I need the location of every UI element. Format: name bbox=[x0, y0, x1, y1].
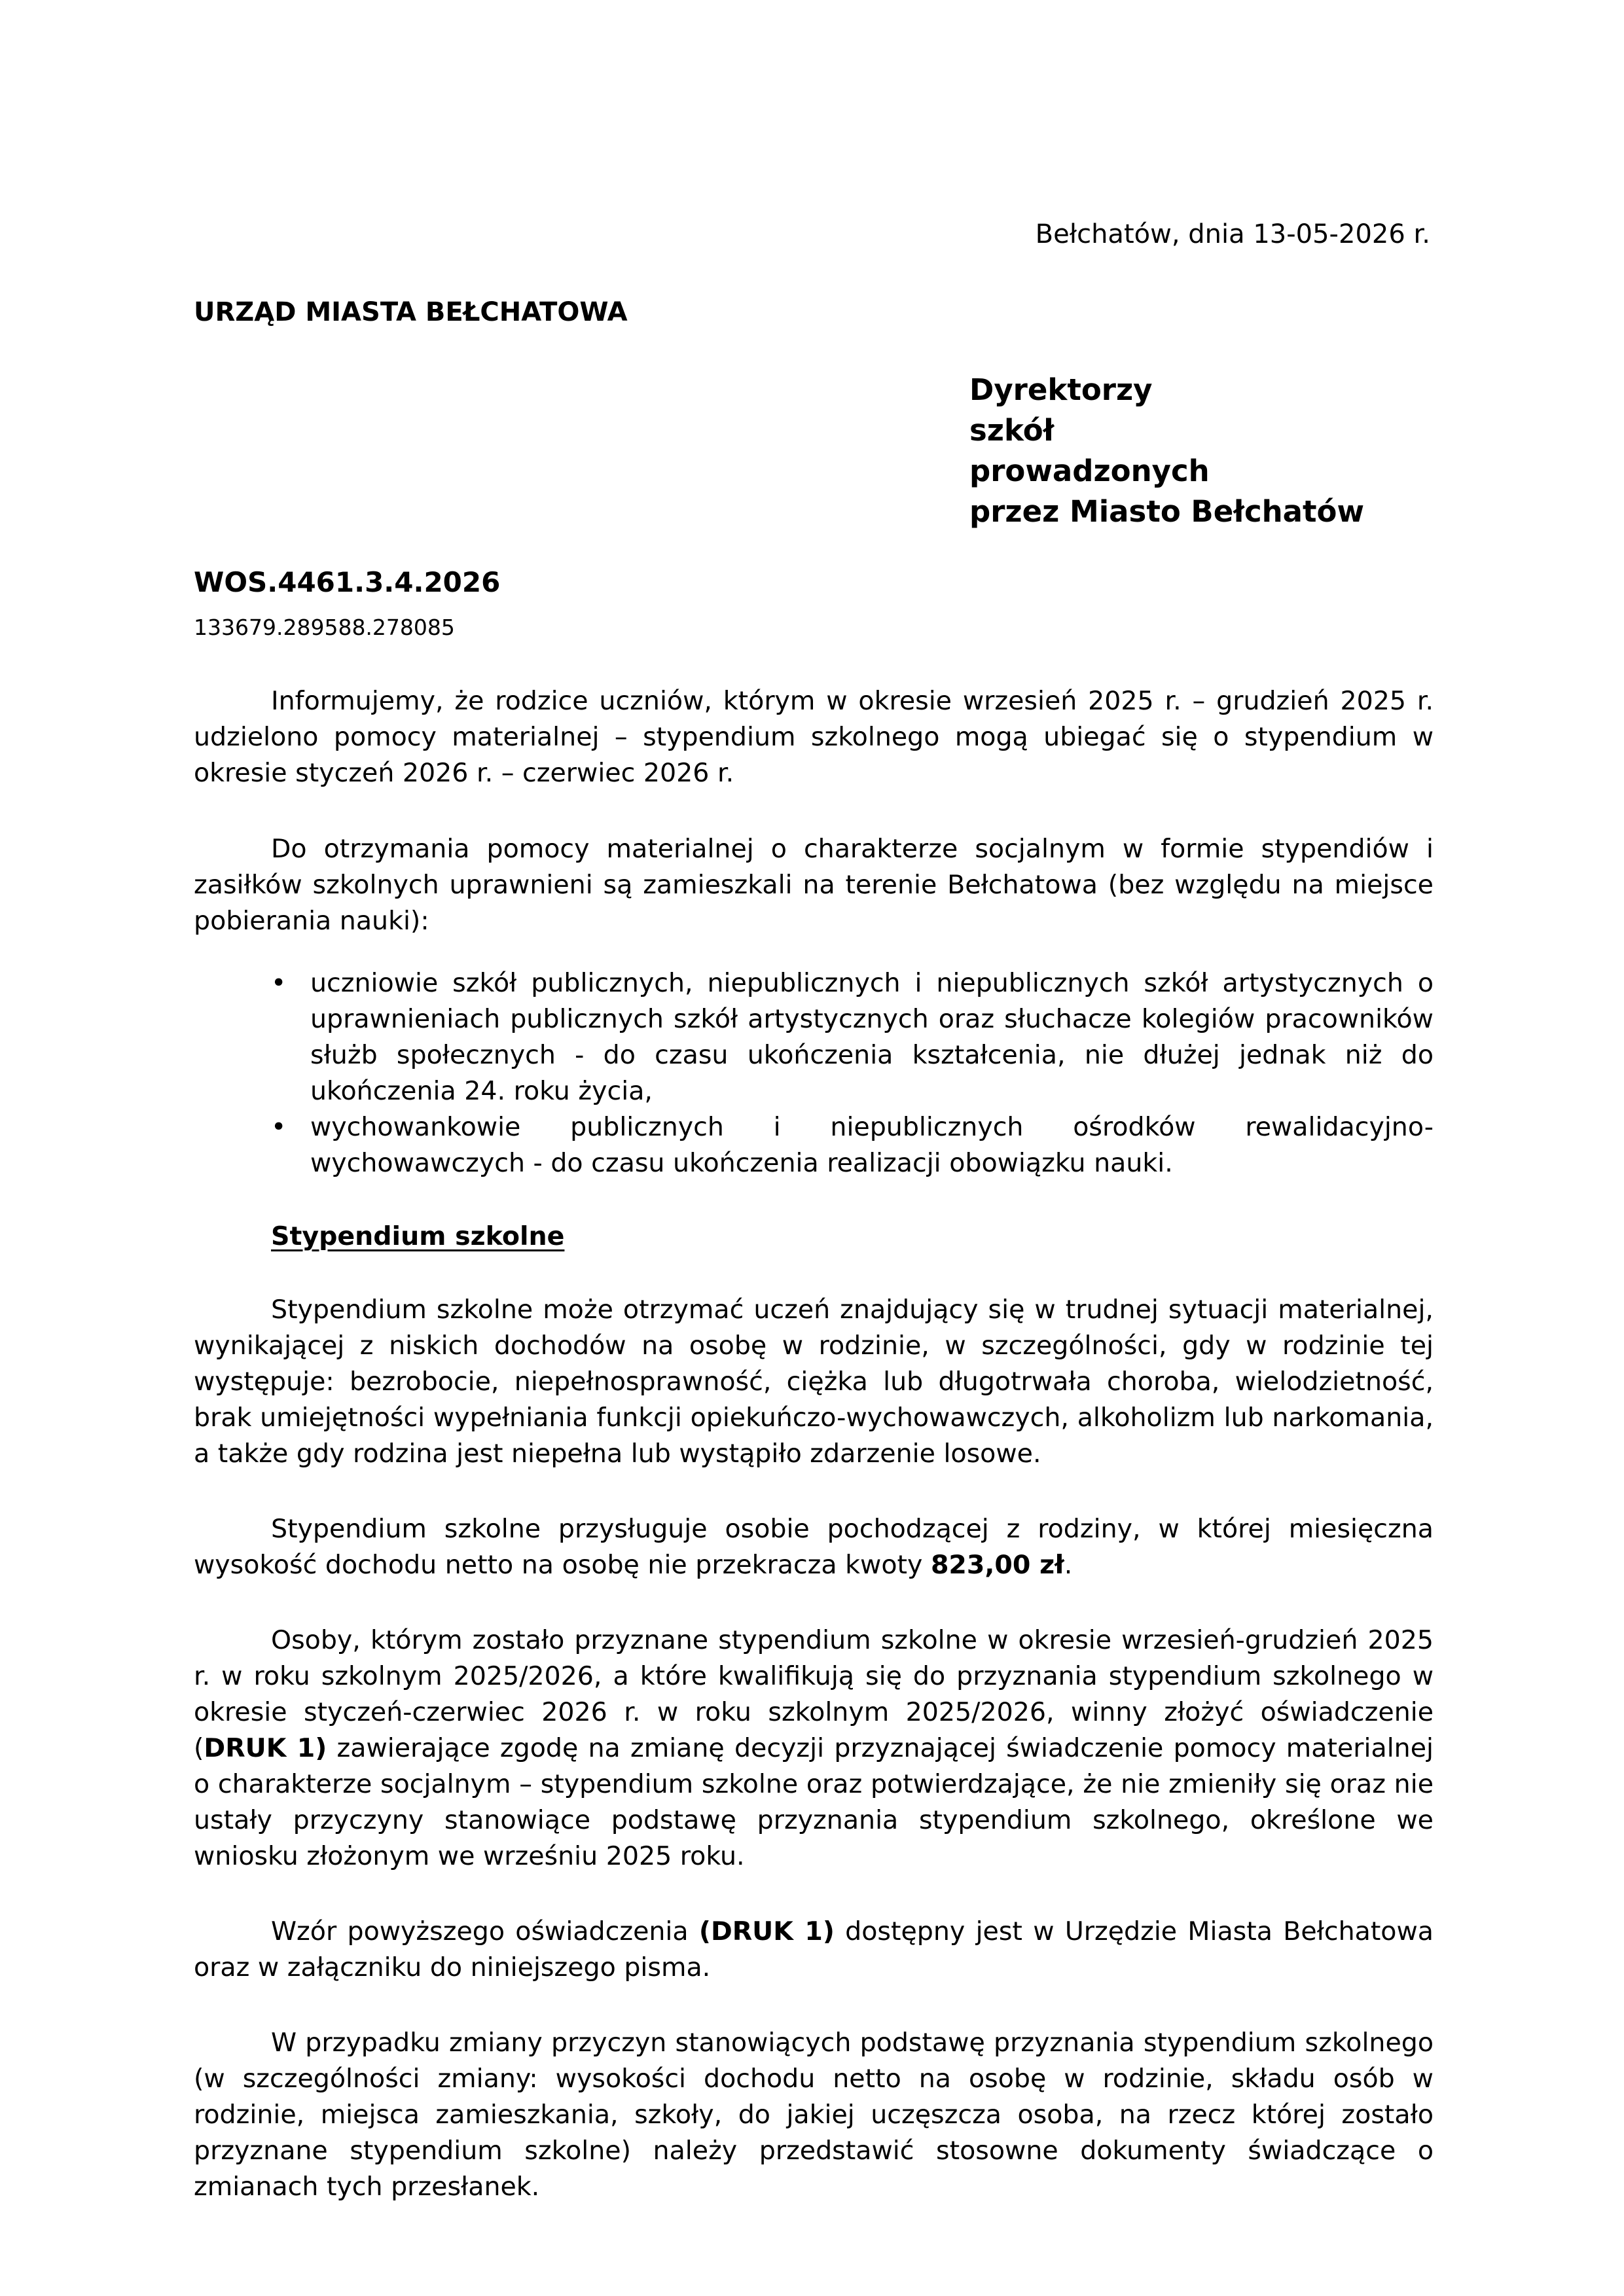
letter-body bbox=[194, 683, 1434, 2205]
income-amount: 823,00 zł bbox=[930, 1550, 1064, 1580]
list-item-text: wychowankowie publicznych i niepublicznych ośrodków rewalidacyjno-wychowawczych - do czasu ukończenia realizacji obowiązku nauki. bbox=[310, 1112, 1434, 1178]
recipient-line: Dyrektorzy bbox=[969, 372, 1153, 407]
section-heading: Stypendium szkolne bbox=[271, 1221, 565, 1251]
sender-institution: URZĄD MIASTA BEŁCHATOWA bbox=[194, 297, 628, 327]
list-item bbox=[271, 1109, 1434, 1181]
bullet-icon: • bbox=[271, 968, 287, 998]
recipient-block bbox=[969, 370, 1364, 532]
scholarship-paragraph-declaration bbox=[194, 1623, 1434, 1874]
income-text-end: . bbox=[1064, 1550, 1073, 1580]
eligibility-list bbox=[194, 965, 1434, 1181]
scholarship-paragraph-form bbox=[194, 1914, 1434, 1986]
bullet-icon: • bbox=[271, 1112, 287, 1142]
recipient-line: prowadzonych bbox=[969, 454, 1210, 488]
recipient-line: szkół bbox=[969, 413, 1055, 448]
case-number: WOS.4461.3.4.2026 bbox=[194, 566, 501, 598]
form-reference: (DRUK 1) bbox=[698, 1916, 835, 1946]
scholarship-paragraph-criteria: Stypendium szkolne może otrzymać uczeń znajdujący się w trudnej sytuacji materialnej, wynikającej z niskich dochodów na osobę w rodzinie, w szczególności, gdy w rodzinie tej występuje: bezrobocie, niepełnosprawność, ciężka lub długotrwała choroba, wielodzietność, brak umiejętności wypełniania funkcji opiekuńczo-wychowawczych, alkoholizm lub narkomania, a także gdy rodzina jest niepełna lub wystąpiło zdarzenie losowe. bbox=[194, 1295, 1434, 1469]
recipient-line: przez Miasto Bełchatów bbox=[969, 494, 1365, 529]
intro-paragraph: Informujemy, że rodzice uczniów, którym w okresie wrzesień 2025 r. – grudzień 2025 r. udzielono pomocy materialnej – stypendium szkolnego mogą ubiegać się o stypendium w okresie styczeń 2026 r. – czerwiec 2026 r. bbox=[194, 686, 1434, 788]
form-reference: DRUK 1) bbox=[204, 1733, 327, 1763]
form-text: Wzór powyższego oświadczenia bbox=[271, 1916, 699, 1946]
scholarship-paragraph-income bbox=[194, 1511, 1434, 1583]
declaration-text: Osoby, którym zostało przyznane stypendium szkolne w okresie wrzesień-grudzień 2025 r. w roku szkolnym 2025/2026, a które kwalifikują się do przyznania stypendium szkolnego w okresie styczeń-czerwiec 2026 r. w roku szkolnym 2025/2026, winny złożyć oświadczenie ( bbox=[194, 1625, 1434, 1763]
form-text-end: dostępny jest w Urzędzie Miasta Bełchatowa oraz w załączniku do niniejszego pisma. bbox=[194, 1916, 1434, 1982]
case-id: 133679.289588.278085 bbox=[194, 615, 455, 640]
list-item bbox=[271, 965, 1434, 1109]
scholarship-paragraph-changes: W przypadku zmiany przyczyn stanowiących podstawę przyznania stypendium szkolnego (w szczególności zmiany: wysokości dochodu netto na osobę w rodzinie, składu osób w rodzinie, miejsca zamieszkania, szkoły, do jakiej uczęszcza osoba, na rzecz której zostało przyznane stypendium szkolne) należy przedstawić stosowne dokumenty świadczące o zmianach tych przesłanek. bbox=[194, 2028, 1434, 2202]
list-item-text: uczniowie szkół publicznych, niepublicznych i niepublicznych szkół artystycznych o uprawnieniach publicznych szkół artystycznych oraz słuchacze kolegiów pracowników służb społecznych - do czasu ukończenia kształcenia, nie dłużej jednak niż do ukończenia 24. roku życia, bbox=[310, 968, 1434, 1106]
income-text: Stypendium szkolne przysługuje osobie pochodzącej z rodziny, w której miesięczna wysokość dochodu netto na osobę nie przekracza kwoty bbox=[194, 1514, 1434, 1580]
eligibility-paragraph: Do otrzymania pomocy materialnej o charakterze socjalnym w formie stypendiów i zasiłków szkolnych uprawnieni są zamieszkali na terenie Bełchatowa (bez względu na miejsce pobierania nauki): bbox=[194, 834, 1434, 936]
date-line: Bełchatów, dnia 13-05-2026 r. bbox=[1035, 219, 1430, 249]
declaration-text-end: zawierające zgodę na zmianę decyzji przyznającej świadczenie pomocy materialnej o charakterze socjalnym – stypendium szkolne oraz potwierdzające, że nie zmieniły się oraz nie ustały przyczyny stanowiące podstawę przyznania stypendium szkolnego, określone we wniosku złożonym we wrześniu 2025 roku. bbox=[194, 1733, 1434, 1871]
